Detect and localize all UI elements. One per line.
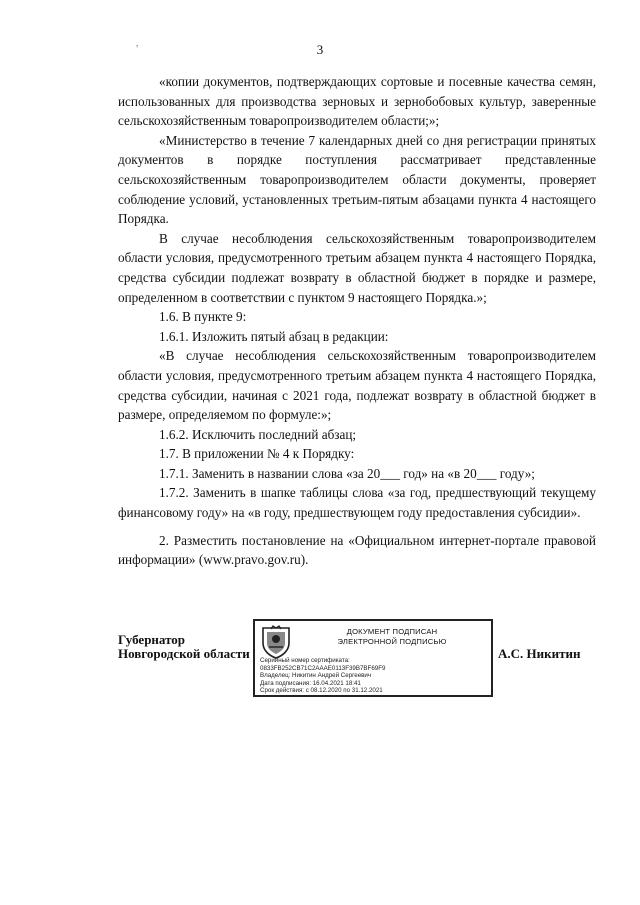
signatory-name: А.С. Никитин (498, 646, 581, 661)
certificate-label: Серийный номер сертификата: (260, 657, 350, 664)
position-line: Новгородской области (118, 646, 250, 661)
paragraph: 1.7.1. Заменить в названии слова «за 20___ год» на «в 20___ году»; (159, 465, 535, 481)
page-number: 3 (316, 42, 324, 57)
paragraph: «В случае несоблюдения сельскохозяйственным товаропроизводителем области условия, предусмотренного третьим абзацем пункта 4 настоящего Порядка, средства субсидии, начиная с 2021 года, подлежат возврату в областной бюджет в размере, определяемом по формуле:»; (118, 348, 596, 423)
electronic-signature-stamp (253, 619, 493, 697)
position-line: Губернатор (118, 632, 186, 647)
coat-of-arms-icon (260, 625, 292, 659)
paragraph: 1.7.2. Заменить в шапке таблицы слова «за год, предшествующий текущему финансовому году» на «в году, предшествующем году предоставления субсидии». (118, 485, 596, 521)
stamp-title-line: ЭЛЕКТРОННОЙ ПОДПИСЬЮ (337, 637, 447, 646)
stamp-title (297, 627, 487, 647)
paragraph: 1.7. В приложении № 4 к Порядку: (159, 446, 355, 462)
paragraph: 1.6.1. Изложить пятый абзац в редакции: (159, 328, 389, 344)
certificate-number: 0833FB252CB71C2AAAE0113F39B7BF69F9 (260, 664, 386, 672)
signing-date: Дата подписания: 16.04.2021 18:41 (260, 679, 361, 687)
stamp-title-line: ДОКУМЕНТ ПОДПИСАН (346, 627, 438, 636)
stamp-details (260, 657, 385, 695)
paragraph: «Министерство в течение 7 календарных дней со дня регистрации принятых документов в порядке поступления рассматривает представленные сельскохозяйственным товаропроизводителем области документы, проверяет соблюдение условий, установленных третьим-пятым абзацами пункта 4 настоящего Порядка. (118, 132, 596, 227)
certificate-owner: Владелец: Никитин Андрей Сергеевич (260, 672, 372, 680)
document-body (118, 72, 596, 570)
signatory-position (118, 633, 250, 661)
paragraph: 1.6.2. Исключить последний абзац; (159, 426, 357, 442)
paragraph: 2. Разместить постановление на «Официальном интернет-портале правовой информации» (www.pravo.gov.ru). (118, 532, 596, 568)
validity-period: Срок действия: с 08.12.2020 по 31.12.2021 (260, 687, 383, 695)
paragraph: В случае несоблюдения сельскохозяйственным товаропроизводителем области условия, предусмотренного третьим абзацем пункта 4 настоящего Порядка, средства субсидии подлежат возврату в областной бюджет в порядке и размере, определенном в соответствии с пунктом 9 настоящего Порядка.»; (118, 230, 596, 305)
paragraph: 1.6. В пункте 9: (159, 309, 247, 325)
scan-mark: , (136, 38, 139, 48)
paragraph: «копии документов, подтверждающих сортовые и посевные качества семян, использованных для производства зерновых и зернобобовых культур, заверенные сельскохозяйственным товаропроизводителем области;»; (118, 74, 596, 129)
